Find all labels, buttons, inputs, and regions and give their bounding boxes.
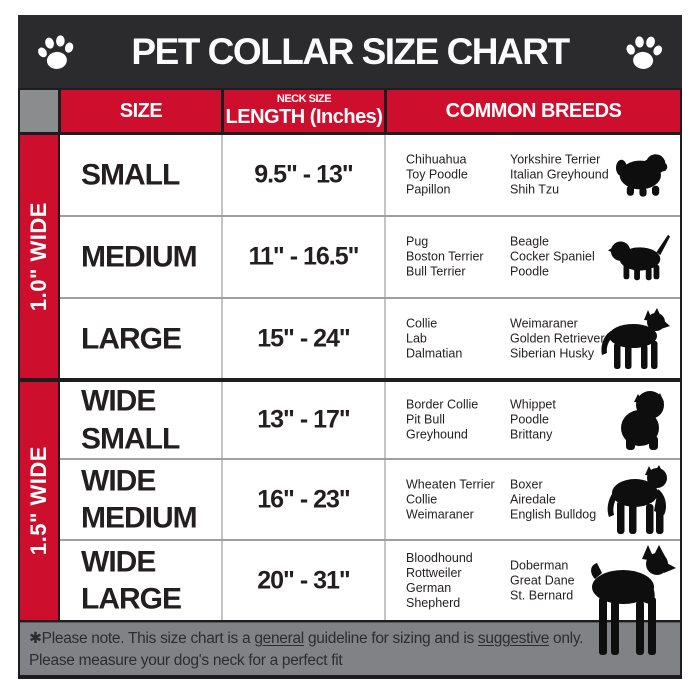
table-row-small — [60, 135, 680, 217]
breed-name: Great Dane — [510, 573, 575, 587]
breed-name: Rottweiler — [406, 565, 462, 580]
paw-print-icon — [622, 30, 666, 74]
table-row-large — [60, 299, 680, 378]
breed-name: English Bulldog — [510, 507, 597, 521]
column-divider — [384, 460, 386, 539]
size-chart — [18, 15, 682, 679]
size-label: WIDE LARGE — [81, 545, 181, 616]
dog-silhouette-beagle-icon — [608, 232, 670, 282]
breed-name: Papillon — [406, 182, 451, 197]
breed-name: Boxer — [510, 477, 543, 491]
sidebar-label: 1.0" WIDE — [26, 201, 51, 312]
table-row-wide-small — [60, 382, 680, 460]
breed-list-primary — [406, 316, 506, 361]
breed-list-primary — [406, 398, 506, 443]
page-title: PET COLLAR SIZE CHART — [131, 31, 569, 72]
column-header-size: SIZE — [61, 90, 221, 132]
breed-name: Boston Terrier — [406, 249, 484, 264]
column-divider — [384, 217, 386, 297]
sidebar-label: 1.5" WIDE — [26, 446, 51, 556]
breed-list-primary — [406, 477, 506, 522]
breed-name: Dalmatian — [406, 346, 463, 360]
dog-silhouette-shih-tzu-icon — [616, 151, 670, 199]
sidebar-section-1-inch-wide — [20, 135, 58, 378]
column-divider — [384, 135, 386, 215]
table-row-wide-large — [60, 541, 680, 620]
dog-silhouette-husky-icon — [598, 307, 670, 371]
neck-range: 20" - 31" — [257, 566, 350, 594]
breed-name: Doberman — [510, 558, 569, 572]
breed-name: Weimaraner — [406, 507, 474, 521]
breed-name: Collie — [406, 492, 438, 506]
size-label: MEDIUM — [81, 240, 197, 274]
dog-silhouette-doberman-icon — [578, 545, 676, 657]
size-label: WIDE MEDIUM — [81, 464, 197, 535]
column-divider — [384, 299, 386, 378]
breed-name: Border Collie — [406, 397, 479, 412]
table-row-wide-medium — [60, 460, 680, 541]
dog-silhouette-pit-bull-icon — [602, 465, 670, 535]
breed-name: Bull Terrier — [406, 264, 466, 279]
breed-list-primary — [406, 235, 506, 280]
column-divider — [384, 541, 386, 620]
footer-note-line-1: ✱Please note. This size chart is a general guideline for sizing and is suggestive only. — [29, 630, 584, 647]
breed-name: Lab — [406, 331, 427, 345]
breed-name: Greyhound — [406, 427, 468, 442]
breed-name: Brittany — [510, 427, 553, 442]
size-label: WIDE SMALL — [81, 384, 180, 455]
header-corner-cell — [20, 90, 58, 132]
neck-range: 9.5" - 13" — [254, 160, 353, 189]
breed-name: Weimaraner — [510, 316, 578, 330]
breed-name: Italian Greyhound — [510, 167, 609, 182]
breed-name: Yorkshire Terrier — [510, 152, 601, 167]
neck-range: 15" - 24" — [257, 324, 350, 352]
dog-silhouette-bulldog-icon — [616, 390, 670, 450]
breed-name: Cocker Spaniel — [510, 249, 595, 264]
breed-name: Pit Bull — [406, 412, 445, 427]
breed-name: Airedale — [510, 492, 556, 506]
breed-name: Chihuahua — [406, 152, 467, 167]
breed-name: Golden Retriever — [510, 331, 605, 345]
breed-name: Shih Tzu — [510, 182, 560, 197]
neck-range: 13" - 17" — [257, 405, 350, 434]
breed-name: Bloodhound — [406, 550, 473, 565]
breed-list-primary — [406, 153, 506, 198]
breed-name: Collie — [406, 316, 438, 330]
column-divider — [384, 382, 386, 458]
sidebar-section-1-5-inch-wide — [20, 382, 58, 620]
breed-name: Pug — [406, 234, 429, 249]
size-label: LARGE — [81, 321, 181, 355]
breed-name: Poodle — [510, 412, 549, 427]
title-bar — [18, 15, 682, 88]
neck-range: 16" - 23" — [257, 485, 350, 513]
breed-name: Whippet — [510, 397, 556, 412]
breed-name: Beagle — [510, 234, 549, 249]
column-header-common-breeds: COMMON BREEDS — [387, 90, 680, 132]
breed-name: Poodle — [510, 264, 549, 279]
neck-range: 11" - 16.5" — [248, 242, 359, 271]
underlined-word: suggestive — [477, 630, 550, 647]
footer-note-line-2: Please measure your dog's neck for a perfect fit — [29, 652, 343, 669]
breed-list-primary — [406, 551, 506, 611]
table-row-medium — [60, 217, 680, 299]
breed-name: St. Bernard — [510, 588, 574, 602]
column-header-neck-size: NECK SIZE LENGTH (Inches) — [224, 90, 384, 132]
underlined-word: general — [254, 630, 304, 647]
breed-name: Toy Poodle — [406, 167, 468, 182]
breed-name: German Shepherd — [406, 580, 461, 610]
breed-name: Wheaten Terrier — [406, 477, 495, 491]
breed-name: Siberian Husky — [510, 346, 595, 360]
size-label: SMALL — [81, 158, 180, 192]
